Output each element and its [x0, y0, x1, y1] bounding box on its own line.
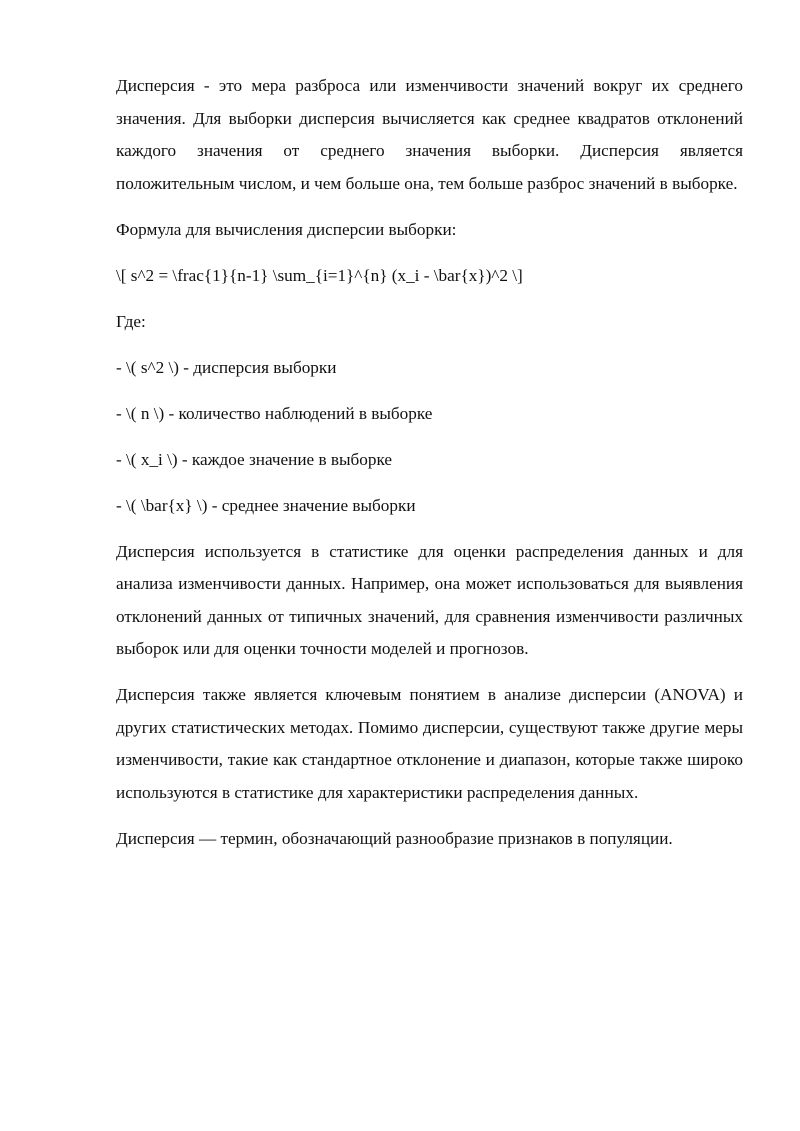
- intro-paragraph: Дисперсия - это мера разброса или изменчивости значений вокруг их среднего значения. Для выборки дисперсия вычисляется как среднее квадратов отклонений каждого значения от среднего значения выборки. Дисперсия является положительным числом, и чем больше она, тем больше разброс значений в выборке.: [116, 76, 743, 193]
- formula-intro: Формула для вычисления дисперсии выборки:: [116, 219, 457, 239]
- definition-item: - \( x_i \) - каждое значение в выборке: [116, 449, 393, 469]
- where-label: Где:: [116, 311, 146, 331]
- definition-item: - \( \bar{x} \) - среднее значение выборки: [116, 495, 416, 515]
- definition-item: - \( s^2 \) - дисперсия выборки: [116, 357, 337, 377]
- formula-text: \[ s^2 = \frac{1}{n-1} \sum_{i=1}^{n} (x_i - \bar{x})^2 \]: [116, 265, 523, 285]
- closing-sentence: Дисперсия — термин, обозначающий разнообразие признаков в популяции.: [116, 828, 673, 848]
- document-page: [116, 70, 743, 855]
- anova-paragraph: Дисперсия также является ключевым понятием в анализе дисперсии (ANOVA) и других статистических методах. Помимо дисперсии, существуют также другие меры изменчивости, такие как стандартное отклонение и диапазон, которые также широко используются в статистике для характеристики распределения данных.: [116, 685, 743, 802]
- definition-item: - \( n \) - количество наблюдений в выборке: [116, 403, 433, 423]
- usage-paragraph: Дисперсия используется в статистике для оценки распределения данных и для анализа изменчивости данных. Например, она может использоваться для выявления отклонений данных от типичных значений, для сравнения изменчивости различных выборок или для оценки точности моделей и прогнозов.: [116, 541, 743, 658]
